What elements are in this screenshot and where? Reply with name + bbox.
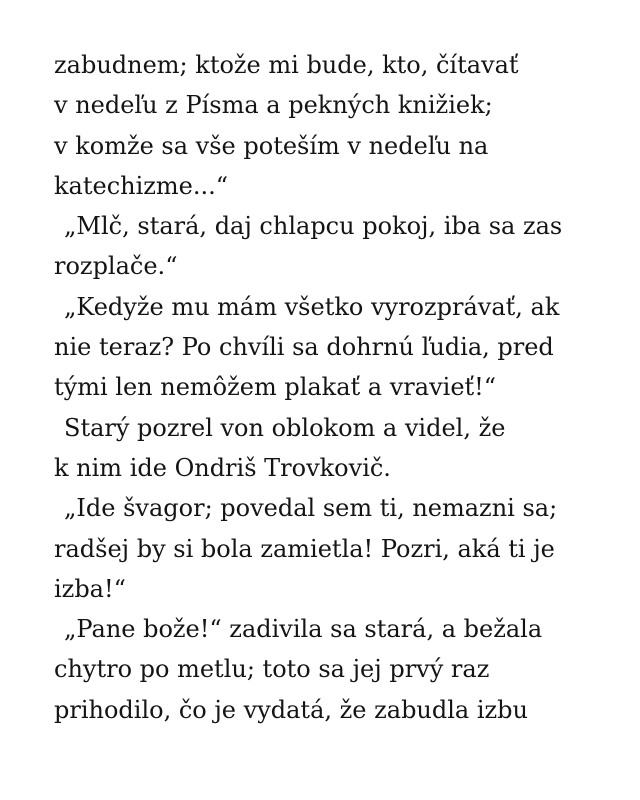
text-line: katechizme...“ (54, 171, 229, 200)
text-line: chytro po metlu; toto sa jej prvý raz (54, 655, 490, 684)
text-line: v komže sa vše poteším v nedeľu na (54, 131, 489, 160)
text-line: k nim ide Ondriš Trovkovič. (54, 453, 391, 482)
text-line: tými len nemôžem plakať a vravieť!“ (54, 373, 497, 402)
text-line: Starý pozrel von oblokom a videl, že (64, 413, 506, 442)
text-line: v nedeľu z Písma a pekných knižiek; (54, 91, 493, 120)
text-line: „Kedyže mu mám všetko vyrozprávať, ak (64, 292, 560, 321)
text-line: nie teraz? Po chvíli sa dohrnú ľudia, pred (54, 333, 554, 362)
text-line: izba!“ (54, 574, 126, 603)
text-line: rozplače.“ (54, 252, 178, 281)
text-line: „Ide švagor; povedal sem ti, nemazni sa; (64, 494, 558, 523)
text-line: „Mlč, stará, daj chlapcu pokoj, iba sa zas (64, 212, 563, 241)
text-line: prihodilo, čo je vydatá, že zabudla izbu (54, 695, 528, 724)
text-line: radšej by si bola zamietla! Pozri, aká ti je (54, 534, 555, 563)
text-line: zabudnem; ktože mi bude, kto, čítavať (54, 51, 519, 79)
text-line: „Pane bože!“ zadivila sa stará, a bežala (64, 615, 543, 644)
book-text (54, 45, 614, 730)
